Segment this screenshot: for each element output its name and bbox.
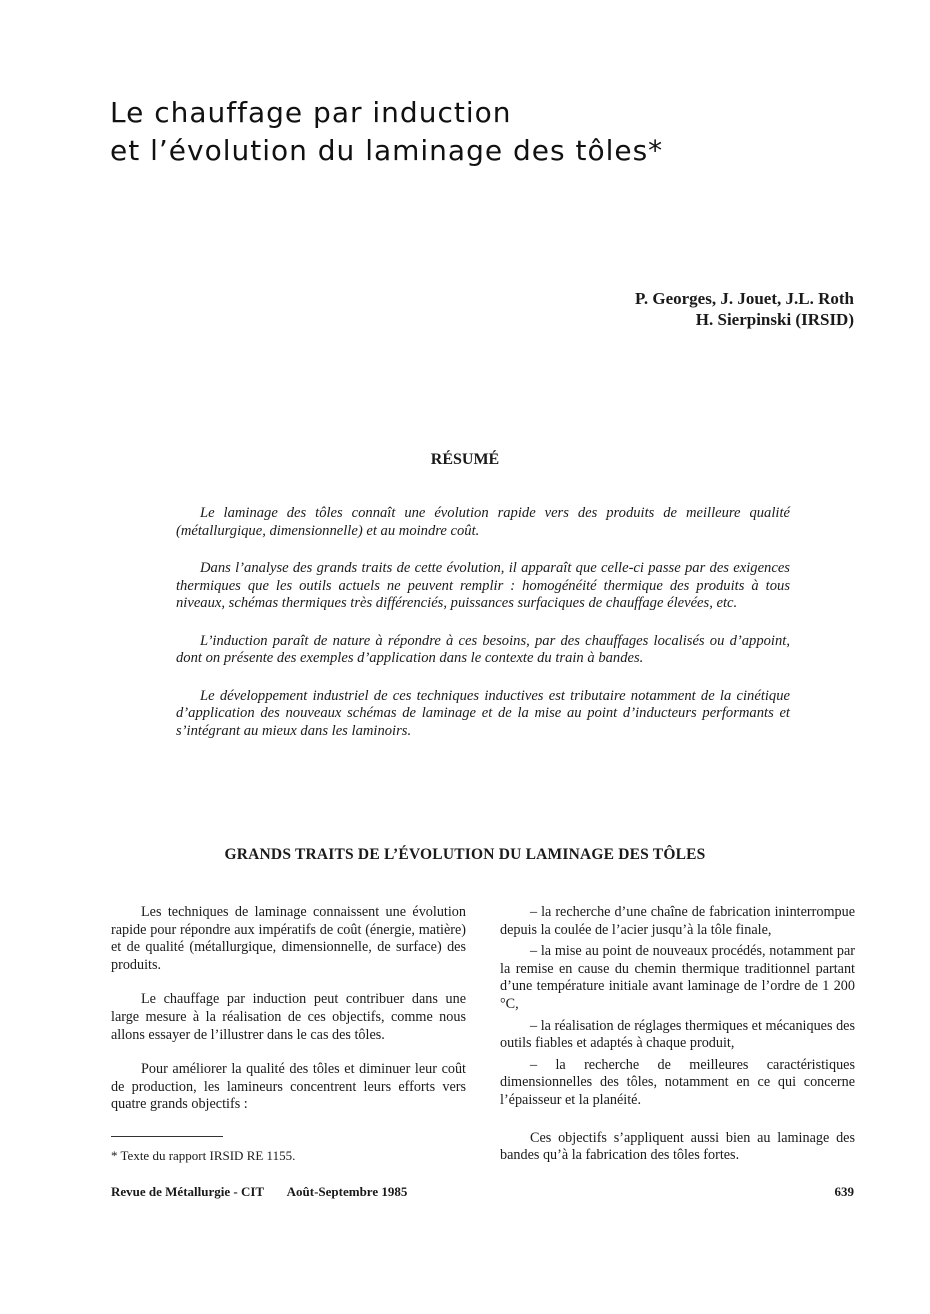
left-column bbox=[111, 904, 466, 1131]
abstract-paragraph: Le laminage des tôles connaît une évolution rapide vers des produits de meilleure qualité (métallurgique, dimensionnelle) et au moindre coût. bbox=[176, 505, 790, 539]
running-footer bbox=[111, 1184, 427, 1200]
title-line-2: et l’évolution du laminage des tôles* bbox=[110, 134, 664, 167]
abstract-paragraph: Dans l’analyse des grands traits de cette évolution, il apparaît que celle-ci passe par des exigences thermiques que les outils actuels ne peuvent remplir : homogénéité thermique des produits à tous niveaux, schémas thermiques très différenciés, puissances surfaciques de chauffage élevées, etc. bbox=[176, 560, 790, 611]
footnote-divider bbox=[111, 1136, 223, 1137]
abstract-body bbox=[176, 505, 790, 760]
journal-name: Revue de Métallurgie - CIT bbox=[111, 1184, 265, 1199]
author-list bbox=[635, 288, 854, 330]
abstract-heading: RÉSUMÉ bbox=[430, 451, 500, 468]
body-paragraph: Pour améliorer la qualité des tôles et diminuer leur coût de production, les lamineurs concentrent leurs efforts vers quatre grands objectifs : bbox=[111, 1061, 466, 1113]
abstract-paragraph: L’induction paraît de nature à répondre à ces besoins, par des chauffages localisés ou d’appoint, dont on présente des exemples d’application dans le contexte du train à bandes. bbox=[176, 632, 790, 666]
objective-item: – la recherche d’une chaîne de fabrication ininterrompue depuis la coulée de l’acier jusqu’à la tôle finale, bbox=[500, 904, 855, 938]
authors-line-2: H. Sierpinski (IRSID) bbox=[695, 310, 854, 329]
footnote: * Texte du rapport IRSID RE 1155. bbox=[111, 1148, 296, 1163]
objective-item: – la réalisation de réglages thermiques et mécaniques des outils fiables et adaptés à chaque produit, bbox=[500, 1017, 855, 1052]
issue-date: Août-Septembre 1985 bbox=[286, 1184, 408, 1199]
body-paragraph: Les techniques de laminage connaissent une évolution rapide pour répondre aux impératifs de coût (énergie, matière) et de qualité (métallurgique, dimensionnelle, de surface) des produits. bbox=[111, 904, 466, 973]
title-line-1: Le chauffage par induction bbox=[110, 96, 512, 129]
abstract-paragraph: Le développement industriel de ces techniques inductives est tributaire notamment de la cinétique d’application des nouveaux schémas de laminage et de la mise au point d’inducteurs performants et s’intégrant au mieux dans les laminoirs. bbox=[176, 687, 790, 739]
body-paragraph: Ces objectifs s’appliquent aussi bien au laminage des bandes qu’à la fabrication des tôles fortes. bbox=[500, 1129, 855, 1164]
section-heading: GRANDS TRAITS DE L’ÉVOLUTION DU LAMINAGE DES TÔLES bbox=[224, 846, 706, 863]
page-number: 639 bbox=[834, 1184, 854, 1199]
objective-item: – la mise au point de nouveaux procédés, notamment par la remise en cause du chemin thermique traditionnel partant d’une température initiale avant laminage de l’ordre de 1 200 °C, bbox=[500, 943, 855, 1012]
objective-item: – la recherche de meilleures caractéristiques dimensionnelles des tôles, notamment en ce qui concerne l’épaisseur et la planéité. bbox=[500, 1056, 855, 1108]
article-title bbox=[110, 94, 830, 170]
body-paragraph: Le chauffage par induction peut contribuer dans une large mesure à la réalisation de ces objectifs, comme nous allons essayer de l’illustrer dans le cas des tôles. bbox=[111, 991, 466, 1043]
right-column bbox=[500, 904, 855, 1182]
authors-line-1: P. Georges, J. Jouet, J.L. Roth bbox=[635, 289, 854, 308]
